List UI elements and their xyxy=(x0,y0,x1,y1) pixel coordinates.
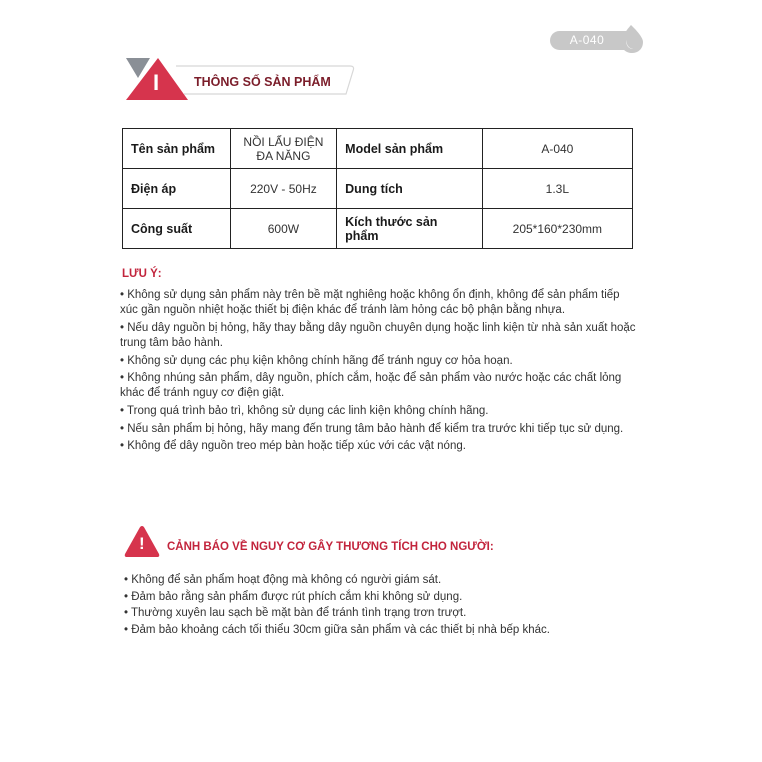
spec-label: Công suất xyxy=(123,209,231,249)
spec-label: Tên sản phẩm xyxy=(123,129,231,169)
table-row xyxy=(123,169,633,209)
spec-value: 205*160*230mm xyxy=(482,209,632,249)
spec-label: Model sản phẩm xyxy=(337,129,483,169)
table-row xyxy=(123,129,633,169)
spec-value: A-040 xyxy=(482,129,632,169)
spec-value: 220V - 50Hz xyxy=(230,169,336,209)
table-row xyxy=(123,209,633,249)
list-item: • Thường xuyên lau sạch bề mặt bàn để tránh tình trạng trơn trượt. xyxy=(124,607,467,620)
model-tag xyxy=(550,24,650,50)
spec-table xyxy=(122,128,633,249)
spec-label: Kích thước sản phẩm xyxy=(337,209,483,249)
notes-title: LƯU Ý: xyxy=(122,268,162,280)
spec-label: Dung tích xyxy=(337,169,483,209)
spec-label: Điện áp xyxy=(123,169,231,209)
list-item: • Đảm bảo rằng sản phẩm được rút phích cắm khi không sử dụng. xyxy=(124,590,463,603)
list-item: • Không để sản phẩm hoạt động mà không có người giám sát. xyxy=(124,574,442,586)
spec-value: 1.3L xyxy=(482,169,632,209)
list-item: • Nếu dây nguồn bị hỏng, hãy thay bằng dây nguồn chuyên dụng hoặc linh kiện từ nhà sản xuất hoặc trung tâm bảo hành. xyxy=(120,321,636,349)
page-title: THÔNG SỐ SẢN PHẨM xyxy=(194,75,331,89)
list-item: • Đảm bảo khoảng cách tối thiểu 30cm giữa sản phẩm và các thiết bị nhà bếp khác. xyxy=(124,624,550,637)
list-item: • Không để dây nguồn treo mép bàn hoặc tiếp xúc với các vật nóng. xyxy=(120,440,466,453)
list-item: • Nếu sản phẩm bị hỏng, hãy mang đến trung tâm bảo hành để kiểm tra trước khi tiếp tục sử dụng. xyxy=(120,422,624,435)
header-icon-glyph: I xyxy=(153,70,160,95)
notes-list xyxy=(120,288,640,457)
model-tag-label: A-040 xyxy=(550,31,636,50)
list-item: • Không sử dụng các phụ kiện không chính hãng để tránh nguy cơ hỏa hoạn. xyxy=(120,354,513,367)
section-header xyxy=(124,58,356,104)
warning-list xyxy=(124,573,644,640)
list-item: • Không nhúng sản phẩm, dây nguồn, phích cắm, hoặc để sản phẩm vào nước hoặc các chất lỏng khác để tránh nguy cơ điện giật. xyxy=(120,372,622,400)
droplet-icon xyxy=(616,24,650,54)
spec-value: NỒI LẨU ĐIỆN ĐA NĂNG xyxy=(230,129,336,169)
list-item: • Không sử dụng sản phẩm này trên bề mặt nghiêng hoặc không ổn định, không để sản phẩm tiếp xúc gần nguồn nhiệt hoặc thiết bị điện khác để tránh làm hỏng các bộ phận bằng nhựa. xyxy=(120,289,620,317)
spec-value: 600W xyxy=(230,209,336,249)
warning-title: CẢNH BÁO VỀ NGUY CƠ GÂY THƯƠNG TÍCH CHO NGƯỜI: xyxy=(167,541,494,553)
warning-icon-glyph: ! xyxy=(139,534,145,553)
list-item: • Trong quá trình bảo trì, không sử dụng các linh kiện không chính hãng. xyxy=(120,404,489,417)
